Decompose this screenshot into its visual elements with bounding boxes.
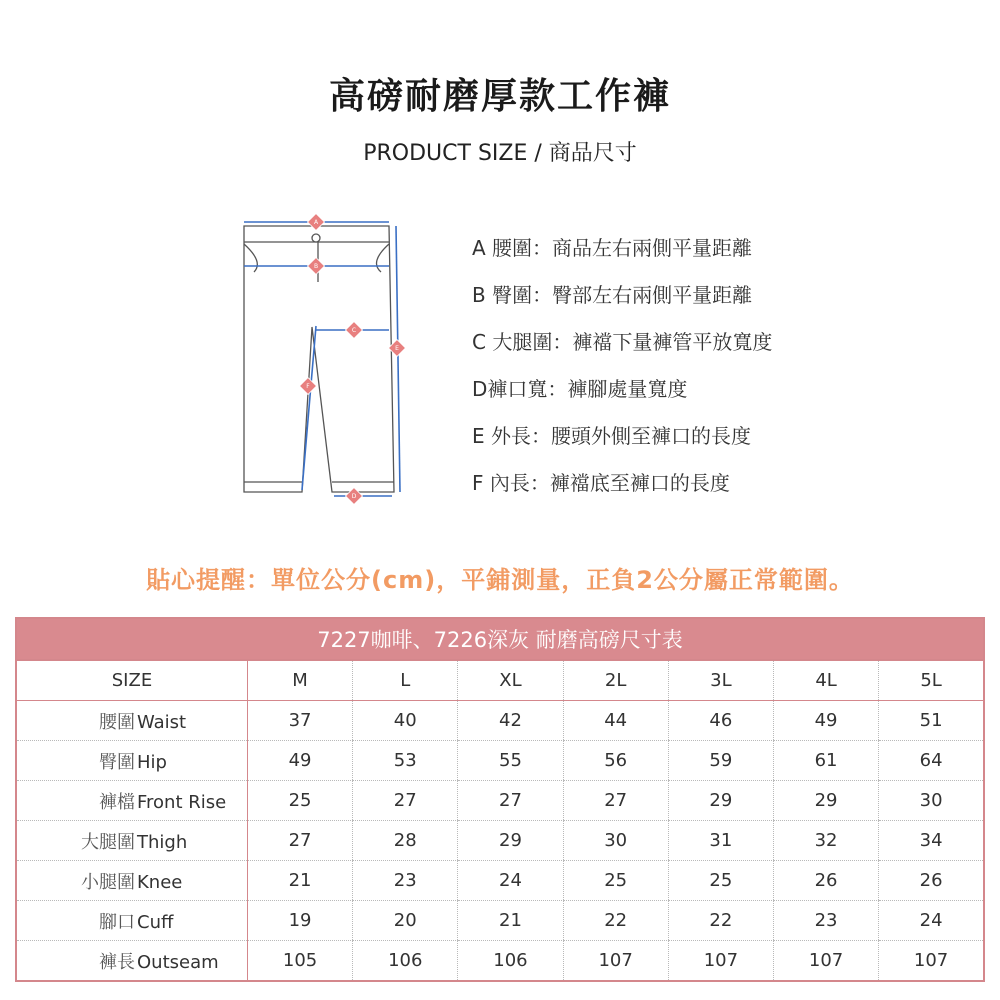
table-cell: 24: [879, 901, 984, 941]
table-cell: 29: [773, 781, 878, 821]
row-label-cn: 腳口: [99, 911, 135, 933]
table-cell: 25: [563, 861, 668, 901]
table-cell: 107: [563, 941, 668, 982]
row-label: [16, 941, 247, 982]
table-cell: 29: [668, 781, 773, 821]
marker-d-label: D: [351, 493, 357, 500]
table-cell: 53: [353, 741, 458, 781]
table-cell: 55: [458, 741, 563, 781]
size-col-xl: XL: [458, 660, 563, 701]
row-label-en: Knee: [137, 871, 183, 893]
table-cell: 28: [353, 821, 458, 861]
marker-b-label: B: [313, 263, 319, 270]
button-icon: [312, 234, 320, 242]
table-row: [16, 821, 984, 861]
page-subtitle: PRODUCT SIZE / 商品尺寸: [363, 141, 637, 166]
table-cell: 23: [353, 861, 458, 901]
table-row: [16, 861, 984, 901]
size-col-m: M: [247, 660, 352, 701]
table-cell: 30: [563, 821, 668, 861]
table-cell: 34: [879, 821, 984, 861]
table-cell: 27: [563, 781, 668, 821]
table-body: [16, 701, 984, 982]
table-cell: 64: [879, 741, 984, 781]
table-cell: 37: [247, 701, 352, 741]
table-cell: 32: [773, 821, 878, 861]
table-cell: 26: [773, 861, 878, 901]
legend-item-d: D褲口寬：褲腳處量寬度: [472, 377, 688, 401]
row-label: [16, 861, 247, 901]
marker-a-label: A: [313, 219, 319, 226]
row-label-en: Outseam: [137, 951, 219, 973]
table-cell: 61: [773, 741, 878, 781]
size-col-l: L: [353, 660, 458, 701]
row-label-en: Waist: [137, 711, 187, 733]
table-cell: 106: [353, 941, 458, 982]
row-label: [16, 701, 247, 741]
row-label-cn: 臀圍: [99, 751, 135, 773]
row-label-en: Front Rise: [137, 791, 227, 813]
row-label-en: Hip: [137, 751, 167, 773]
legend-item-e: E 外長：腰頭外側至褲口的長度: [472, 424, 751, 448]
size-col-3l: 3L: [668, 660, 773, 701]
table-cell: 27: [247, 821, 352, 861]
table-cell: 107: [668, 941, 773, 982]
marker-f-label: F: [306, 383, 310, 390]
table-cell: 40: [353, 701, 458, 741]
table-cell: 26: [879, 861, 984, 901]
row-label: [16, 741, 247, 781]
table-row: [16, 941, 984, 982]
table-cell: 27: [458, 781, 563, 821]
table-cell: 105: [247, 941, 352, 982]
table-cell: 20: [353, 901, 458, 941]
row-label-cn: 大腿圍: [81, 831, 135, 853]
pants-diagram: [234, 212, 418, 506]
table-cell: 29: [458, 821, 563, 861]
table-cell: 107: [879, 941, 984, 982]
row-label-en: Thigh: [137, 831, 188, 853]
row-label-cn: 腰圍: [99, 711, 135, 733]
size-header: SIZE: [16, 660, 247, 701]
size-col-4l: 4L: [773, 660, 878, 701]
size-col-2l: 2L: [563, 660, 668, 701]
table-cell: 59: [668, 741, 773, 781]
table-cell: 22: [668, 901, 773, 941]
legend-item-a: A 腰圍：商品左右兩側平量距離: [472, 236, 753, 260]
marker-c-label: C: [351, 327, 357, 334]
measurement-legend: [472, 228, 772, 510]
row-label: [16, 901, 247, 941]
table-cell: 46: [668, 701, 773, 741]
page-title: 高磅耐磨厚款工作褲: [328, 76, 671, 117]
table-cell: 21: [458, 901, 563, 941]
table-cell: 56: [563, 741, 668, 781]
row-label: [16, 821, 247, 861]
table-cell: 27: [353, 781, 458, 821]
table-cell: 49: [247, 741, 352, 781]
table-row: [16, 701, 984, 741]
row-label-cn: 褲長: [99, 951, 135, 973]
table-cell: 49: [773, 701, 878, 741]
table-cell: 107: [773, 941, 878, 982]
row-label-cn: 褲檔: [99, 791, 135, 813]
table-cell: 23: [773, 901, 878, 941]
table-cell: 44: [563, 701, 668, 741]
table-cell: 22: [563, 901, 668, 941]
row-label-en: Cuff: [137, 911, 174, 933]
legend-item-f: F 內長：褲襠底至褲口的長度: [472, 471, 730, 495]
table-caption: 7227咖啡、7226深灰 耐磨高磅尺寸表: [16, 618, 984, 660]
table-cell: 42: [458, 701, 563, 741]
marker-e-label: E: [395, 345, 399, 352]
table-row: [16, 741, 984, 781]
table-cell: 106: [458, 941, 563, 982]
size-col-5l: 5L: [879, 660, 984, 701]
table-cell: 25: [668, 861, 773, 901]
table-cell: 19: [247, 901, 352, 941]
table-header-row: [16, 660, 984, 701]
table-cell: 30: [879, 781, 984, 821]
legend-item-b: B 臀圍：臀部左右兩側平量距離: [472, 283, 753, 307]
table-cell: 25: [247, 781, 352, 821]
row-label: [16, 781, 247, 821]
table-cell: 24: [458, 861, 563, 901]
table-cell: 31: [668, 821, 773, 861]
legend-item-c: C 大腿圍：褲襠下量褲管平放寬度: [472, 330, 773, 354]
size-table: [15, 617, 985, 982]
row-label-cn: 小腿圍: [81, 871, 135, 893]
table-row: [16, 901, 984, 941]
measurement-tip: 貼心提醒：單位公分(cm)，平鋪測量，正負2公分屬正常範圍。: [146, 566, 854, 594]
table-cell: 51: [879, 701, 984, 741]
table-row: [16, 781, 984, 821]
table-cell: 21: [247, 861, 352, 901]
